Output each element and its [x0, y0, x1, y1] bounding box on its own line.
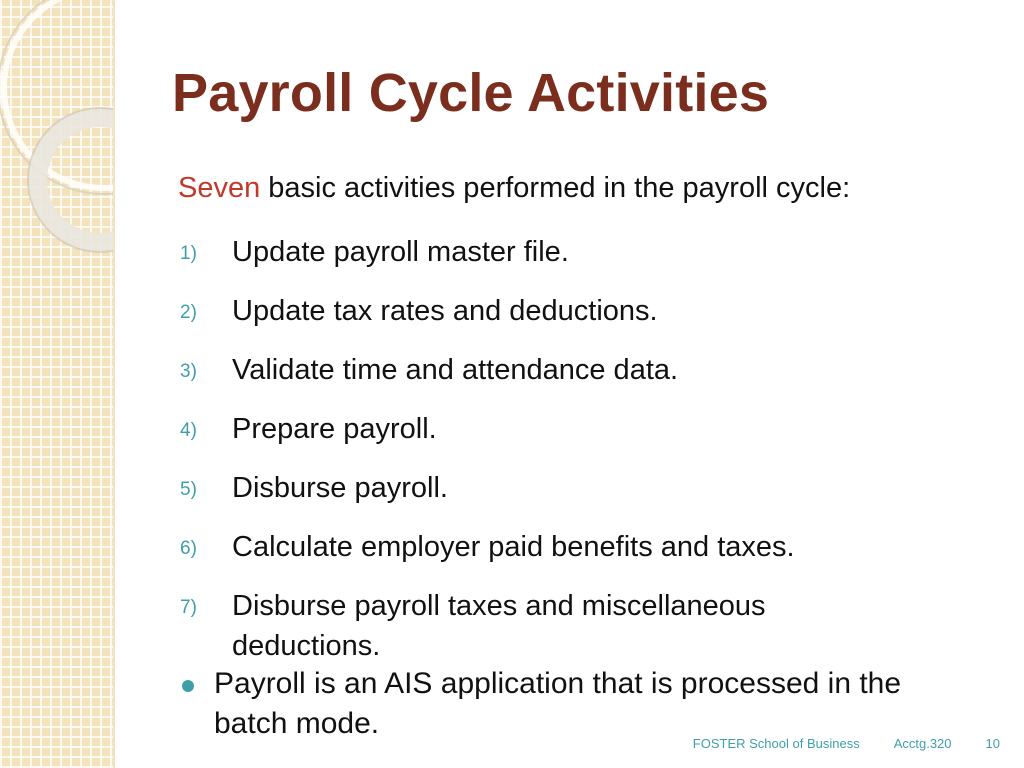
activity-text: Update payroll master file. [232, 236, 569, 268]
activity-number: 5) [180, 479, 197, 500]
slide-title: Payroll Cycle Activities [172, 63, 770, 123]
activity-number: 2) [180, 302, 197, 323]
bullet-dot-icon [182, 680, 194, 692]
activity-item [178, 232, 958, 277]
footer-school: FOSTER School of Business [692, 736, 860, 751]
slide-footer [693, 736, 1000, 751]
activity-text: Calculate employer paid benefits and taxes. [232, 531, 795, 563]
decorative-side-panel [0, 0, 115, 768]
activity-list [178, 232, 958, 680]
bullet-note [178, 664, 958, 744]
activity-item [178, 586, 958, 666]
activity-text: Update tax rates and deductions. [232, 295, 658, 327]
activity-number: 3) [180, 361, 197, 382]
footer-page-number: 10 [985, 736, 1000, 751]
bullet-text: Payroll is an AIS application that is processed in the batch mode. [214, 667, 902, 740]
activity-number: 4) [180, 420, 197, 441]
footer-course: Acctg.320 [893, 736, 952, 751]
activity-text: Disburse payroll. [232, 472, 448, 504]
intro-text: basic activities performed in the payroll cycle: [268, 172, 851, 204]
decorative-rings [0, 0, 115, 768]
ring-large [4, 0, 115, 188]
activity-item [178, 468, 958, 513]
activity-item [178, 527, 958, 572]
activity-item [178, 350, 958, 395]
intro-highlight: Seven [178, 172, 261, 204]
ring-large-shadow [0, 0, 115, 194]
activity-item [178, 291, 958, 336]
activity-number: 6) [180, 538, 197, 559]
activity-number: 7) [180, 597, 197, 618]
activity-text: Disburse payroll taxes and miscellaneous deductions. [232, 590, 766, 662]
activity-text: Validate time and attendance data. [232, 354, 679, 386]
activity-item [178, 409, 958, 454]
activity-number: 1) [180, 243, 197, 264]
activity-text: Prepare payroll. [232, 413, 437, 445]
intro-line [178, 172, 850, 205]
